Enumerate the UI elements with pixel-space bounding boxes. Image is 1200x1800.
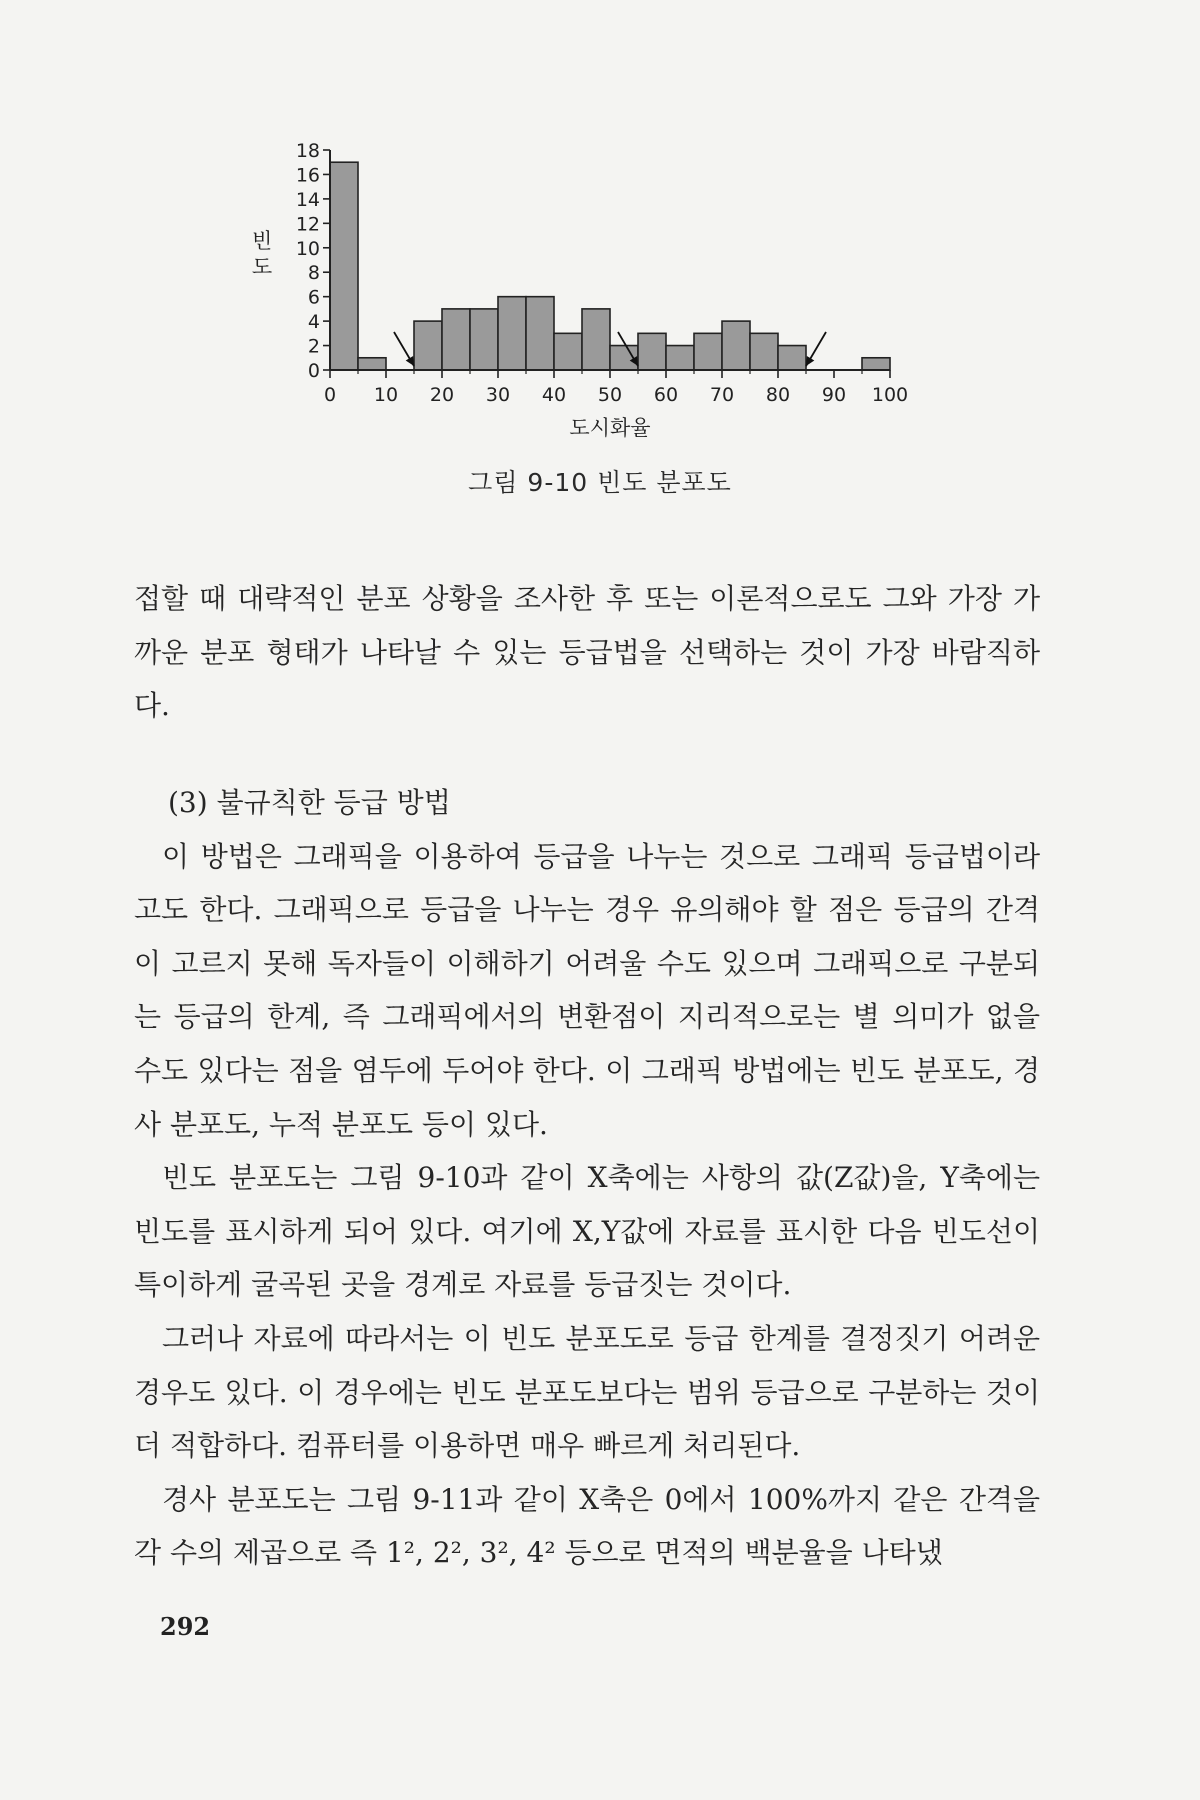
paragraph-1: 접할 때 대략적인 분포 상황을 조사한 후 또는 이론적으로도 그와 가장 가까운 분포 형태가 나타날 수 있는 등급법을 선택하는 것이 가장 바람직하다. xyxy=(134,582,1040,723)
frequency-distribution-figure xyxy=(230,100,930,500)
paragraph-2: 이 방법은 그래픽을 이용하여 등급을 나누는 것으로 그래픽 등급법이라고도 한다. 그래픽으로 등급을 나누는 경우 유의해야 할 점은 등급의 간격이 고르지 못해 독자들이 이해하기 어려울 수도 있으며 그래픽으로 구분되는 등급의 한계, 즉 그래픽에서의 변환점이 지리적으로는 별 의미가 없을 수도 있다는 점을 염두에 두어야 한다. 이 그래픽 방법에는 빈도 분포도, 경사 분포도, 누적 분포도 등이 있다. xyxy=(134,839,1040,1141)
x-axis-label: 도시화율 xyxy=(569,416,651,440)
y-axis-label: 빈 도 xyxy=(251,228,273,279)
y-tick-label-16: 16 xyxy=(295,164,320,187)
x-tick-label-10: 10 xyxy=(373,384,399,406)
histogram-bar-12 xyxy=(666,346,694,370)
y-tick-label-14: 14 xyxy=(295,188,320,211)
histogram-bar-13 xyxy=(694,333,722,370)
histogram-bar-14 xyxy=(722,321,750,370)
histogram-bar-0 xyxy=(330,162,358,370)
histogram-bar-11 xyxy=(638,333,666,370)
paragraph-4: 그러나 자료에 따라서는 이 빈도 분포도로 등급 한계를 결정짓기 어려운 경우도 있다. 이 경우에는 빈도 분포도보다는 범위 등급으로 구분하는 것이 더 적합하다. 컴퓨터를 이용하면 매우 빠르게 처리된다. xyxy=(134,1321,1040,1463)
histogram-bar-6 xyxy=(498,297,526,370)
x-tick-label-80: 80 xyxy=(765,384,791,406)
x-tick-label-30: 30 xyxy=(485,384,511,406)
paragraph-3: 빈도 분포도는 그림 9-10과 같이 X축에는 사항의 값(Z값)을, Y축에는 빈도를 표시하게 되어 있다. 여기에 X,Y값에 자료를 표시한 다음 빈도선이 특이하게 굴곡된 곳을 경계로 자료를 등급짓는 것이다. xyxy=(134,1161,1040,1302)
x-tick-label-60: 60 xyxy=(653,384,679,406)
histogram-bar-15 xyxy=(750,333,778,370)
x-tick-label-50: 50 xyxy=(597,384,623,406)
y-tick-label-12: 12 xyxy=(295,213,320,236)
x-tick-label-100: 100 xyxy=(871,384,909,406)
y-tick-label-4: 4 xyxy=(307,311,320,334)
histogram-bar-5 xyxy=(470,309,498,370)
histogram-bar-3 xyxy=(414,321,442,370)
section-heading: (3) 불규칙한 등급 방법 xyxy=(168,786,451,819)
y-tick-label-10: 10 xyxy=(295,237,320,260)
x-tick-label-0: 0 xyxy=(323,384,337,406)
paragraph-5: 경사 분포도는 그림 9-11과 같이 X축은 0에서 100%까지 같은 간격을 각 수의 제곱으로 즉 1², 2², 3², 4² 등으로 면적의 백분율을 나타냈 xyxy=(134,1482,1040,1570)
histogram-bar-9 xyxy=(582,309,610,370)
x-tick-label-90: 90 xyxy=(821,384,847,406)
y-tick-label-18: 18 xyxy=(295,140,320,162)
section-3-body xyxy=(134,776,1040,1580)
x-tick-label-20: 20 xyxy=(429,384,455,406)
histogram-bar-19 xyxy=(862,358,890,370)
paragraph-continuation xyxy=(134,572,1040,733)
y-tick-label-0: 0 xyxy=(307,360,320,382)
y-tick-label-8: 8 xyxy=(307,262,320,285)
frequency-histogram xyxy=(230,100,930,500)
figure-caption: 그림 9-10 빈도 분포도 xyxy=(468,468,732,497)
histogram-bar-8 xyxy=(554,333,582,370)
histogram-bar-1 xyxy=(358,358,386,370)
histogram-bar-4 xyxy=(442,309,470,370)
histogram-bar-7 xyxy=(526,297,554,370)
y-tick-label-2: 2 xyxy=(307,335,320,358)
x-tick-label-70: 70 xyxy=(709,384,735,406)
y-tick-label-6: 6 xyxy=(307,286,320,309)
page-number: 292 xyxy=(160,1612,211,1641)
histogram-bar-16 xyxy=(778,346,806,370)
x-tick-label-40: 40 xyxy=(541,384,567,406)
